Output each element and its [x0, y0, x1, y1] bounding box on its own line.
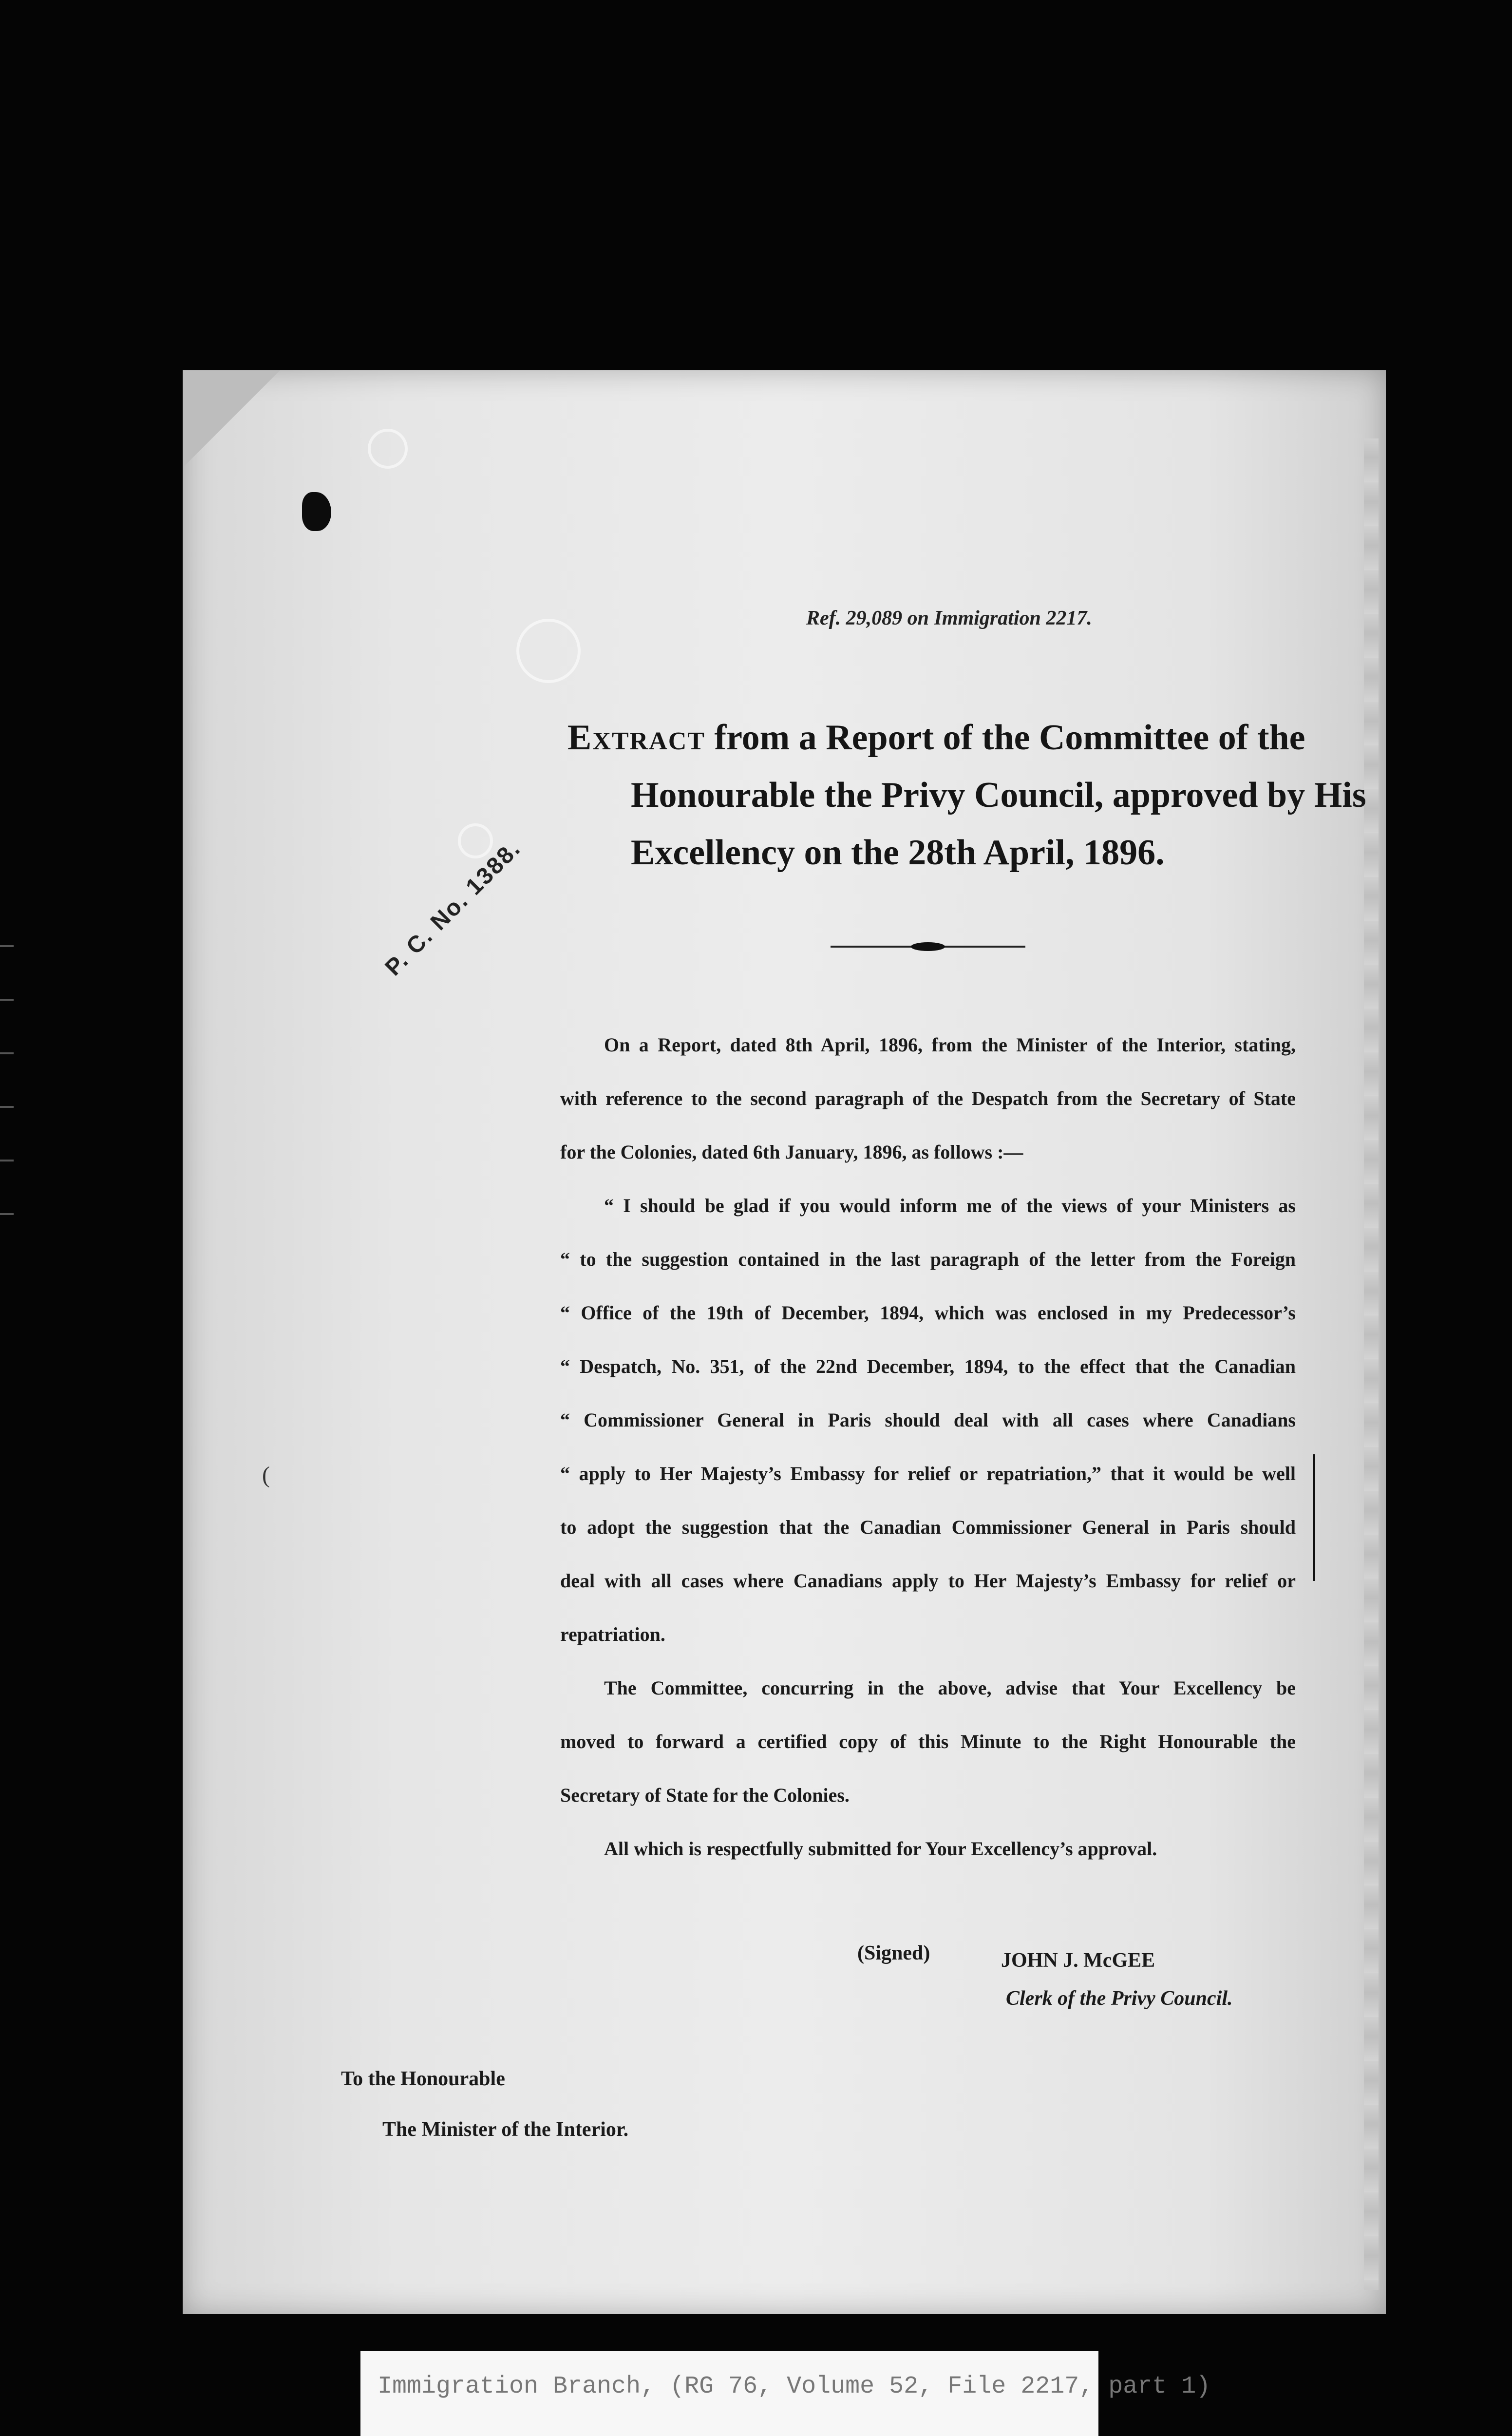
archive-reference-text: Immigration Branch, (RG 76, Volume 52, File 2217, part 1): [378, 2373, 1211, 2400]
extract-word: Extract: [567, 718, 705, 758]
text-line: On a Report, dated 8th April, 1896, from the Minister of the Interior, stating,: [604, 1034, 1296, 1056]
text-line: “ Despatch, No. 351, of the 22nd December, 1894, to the effect that the Canadian: [560, 1355, 1296, 1377]
text-line: The Committee, concurring in the above, advise that Your Excellency be: [604, 1677, 1296, 1699]
signed-label: (Signed): [857, 1942, 930, 1964]
paper-stain: [516, 619, 581, 683]
text-line: moved to forward a certified copy of this Minute to the Right Honourable the: [560, 1731, 1296, 1752]
film-edge-mark: [0, 1160, 14, 1161]
signature-block: [1001, 1941, 1233, 2017]
text-line: “ Commissioner General in Paris should deal with all cases where Canadians: [560, 1409, 1296, 1431]
text-line: All which is respectfully submitted for Your Excellency’s approval.: [604, 1838, 1157, 1860]
reference-number: Ref. 29,089 on Immigration 2217.: [806, 607, 1092, 629]
addressee-line-2: The Minister of the Interior.: [382, 2118, 629, 2141]
paragraph-quotation: [560, 1179, 1296, 1661]
signer-name: JOHN J. McGEE: [1001, 1949, 1155, 1972]
ornamental-rule-center: [911, 942, 945, 951]
film-edge-mark: [0, 1106, 14, 1108]
text-line: with reference to the second paragraph of the Despatch from the Secretary of State: [560, 1087, 1296, 1109]
page-edge: [1364, 438, 1379, 2290]
addressee-line-1: To the Honourable: [341, 2068, 505, 2090]
text-line: “ to the suggestion contained in the last paragraph of the letter from the Foreign: [560, 1248, 1296, 1270]
paragraph-committee: [560, 1661, 1296, 1822]
punch-hole: [302, 492, 331, 531]
archive-reference-label: [360, 2351, 1211, 2436]
page-corner-fold: [183, 370, 280, 468]
text-line: repatriation.: [560, 1623, 665, 1645]
text-line: Secretary of State for the Colonies.: [560, 1784, 850, 1806]
text-line: “ Office of the 19th of December, 1894, which was enclosed in my Predecessor’s: [560, 1302, 1296, 1324]
document-body: [560, 1018, 1296, 1876]
pc-number-stamp: P. C. No. 1388.: [380, 835, 526, 981]
text-line: for the Colonies, dated 6th January, 1896, as follows :—: [560, 1141, 1023, 1163]
signer-title: Clerk of the Privy Council.: [1006, 1987, 1233, 2010]
paragraph-report: [560, 1018, 1296, 1179]
paper-stain: [458, 823, 493, 858]
document-heading: [567, 709, 1366, 881]
text-line: deal with all cases where Canadians apply to Her Majesty’s Embassy for relief or: [560, 1570, 1296, 1592]
text-line: to adopt the suggestion that the Canadian Commissioner General in Paris should: [560, 1516, 1296, 1538]
film-edge-mark: [0, 1052, 14, 1054]
heading-line-3: Excellency on the 28th April, 1896.: [631, 833, 1165, 873]
paragraph-submitted: [560, 1822, 1296, 1876]
text-line: “ I should be glad if you would inform me of the views of your Ministers as: [604, 1195, 1296, 1217]
film-edge-mark: [0, 945, 14, 947]
margin-bracket-mark: [1313, 1454, 1315, 1581]
heading-line-1: Extract from a Report of the Committee of the: [567, 718, 1305, 758]
film-edge-mark: [0, 1213, 14, 1215]
film-edge-mark: [0, 999, 14, 1001]
margin-pencil-mark: (: [262, 1462, 270, 1488]
addressee-block: [341, 2054, 628, 2155]
heading-line-2: Honourable the Privy Council, approved by His: [631, 775, 1366, 815]
text-line: “ apply to Her Majesty’s Embassy for relief or repatriation,” that it would be well: [560, 1463, 1296, 1484]
paper-stain: [368, 429, 408, 469]
